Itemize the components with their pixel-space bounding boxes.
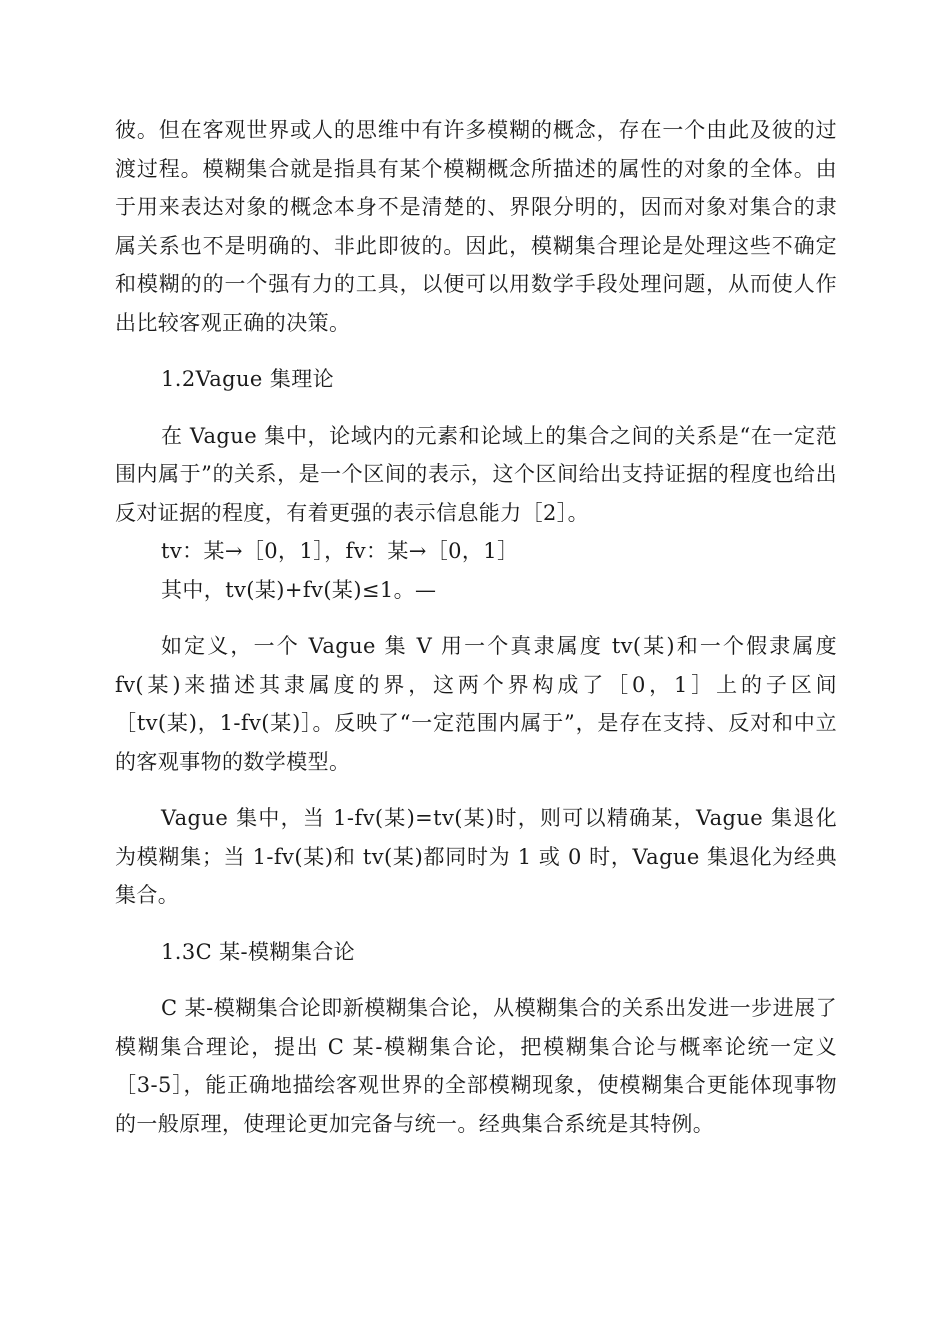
paragraph-vague-degeneration: Vague 集中，当 1-fv(某)=tv(某)时，则可以精确某，Vague 集退化为模糊集；当 1-fv(某)和 tv(某)都同时为 1 或 0 时，Vague 集退化为经典集合。 <box>115 806 837 907</box>
paragraph-cx-fuzzy-set: C 某-模糊集合论即新模糊集合论，从模糊集合的关系出发进一步进展了模糊集合理论，提出 C 某-模糊集合论，把模糊集合论与概率论统一定义［3-5］，能正确地描绘客观世界的全部模糊现象，使模糊集合更能体现事物的一般原理，使理论更加完备与统一。经典集合系统是其特例。 <box>115 996 837 1136</box>
paragraph-vague-definition: 如定义，一个 Vague 集 V 用一个真隶属度 tv(某)和一个假隶属度 fv(某)来描述其隶属度的界，这两个界构成了［0，1］上的子区间［tv(某)，1-fv(某)］。反映了“一定范围内属于”，是存在支持、反对和中立的客观事物的数学模型。 <box>115 634 837 774</box>
section-heading-1-3: 1.3C 某-模糊集合论 <box>161 939 356 964</box>
document-body <box>115 111 837 1143</box>
paragraph-fuzzy-set-intro: 彼。但在客观世界或人的思维中有许多模糊的概念，存在一个由此及彼的过渡过程。模糊集合就是指具有某个模糊概念所描述的属性的对象的全体。由于用来表达对象的概念本身不是清楚的、界限分明的，因而对象对集合的隶属关系也不是明确的、非此即彼的。因此，模糊集合理论是处理这些不确定和模糊的的一个强有力的工具，以便可以用数学手段处理问题，从而使人作出比较客观正确的决策。 <box>115 118 837 335</box>
section-heading-1-2: 1.2Vague 集理论 <box>161 367 335 391</box>
formula-membership-functions: tv：某→［0，1］，fv：某→［0，1］ <box>161 539 519 563</box>
formula-constraint: 其中，tv(某)+fv(某)≤1。— <box>161 577 437 602</box>
paragraph-vague-set: 在 Vague 集中，论域内的元素和论域上的集合之间的关系是“在一定范围内属于”的关系，是一个区间的表示，这个区间给出支持证据的程度也给出反对证据的程度，有着更强的表示信息能力［2］。 <box>115 423 837 525</box>
